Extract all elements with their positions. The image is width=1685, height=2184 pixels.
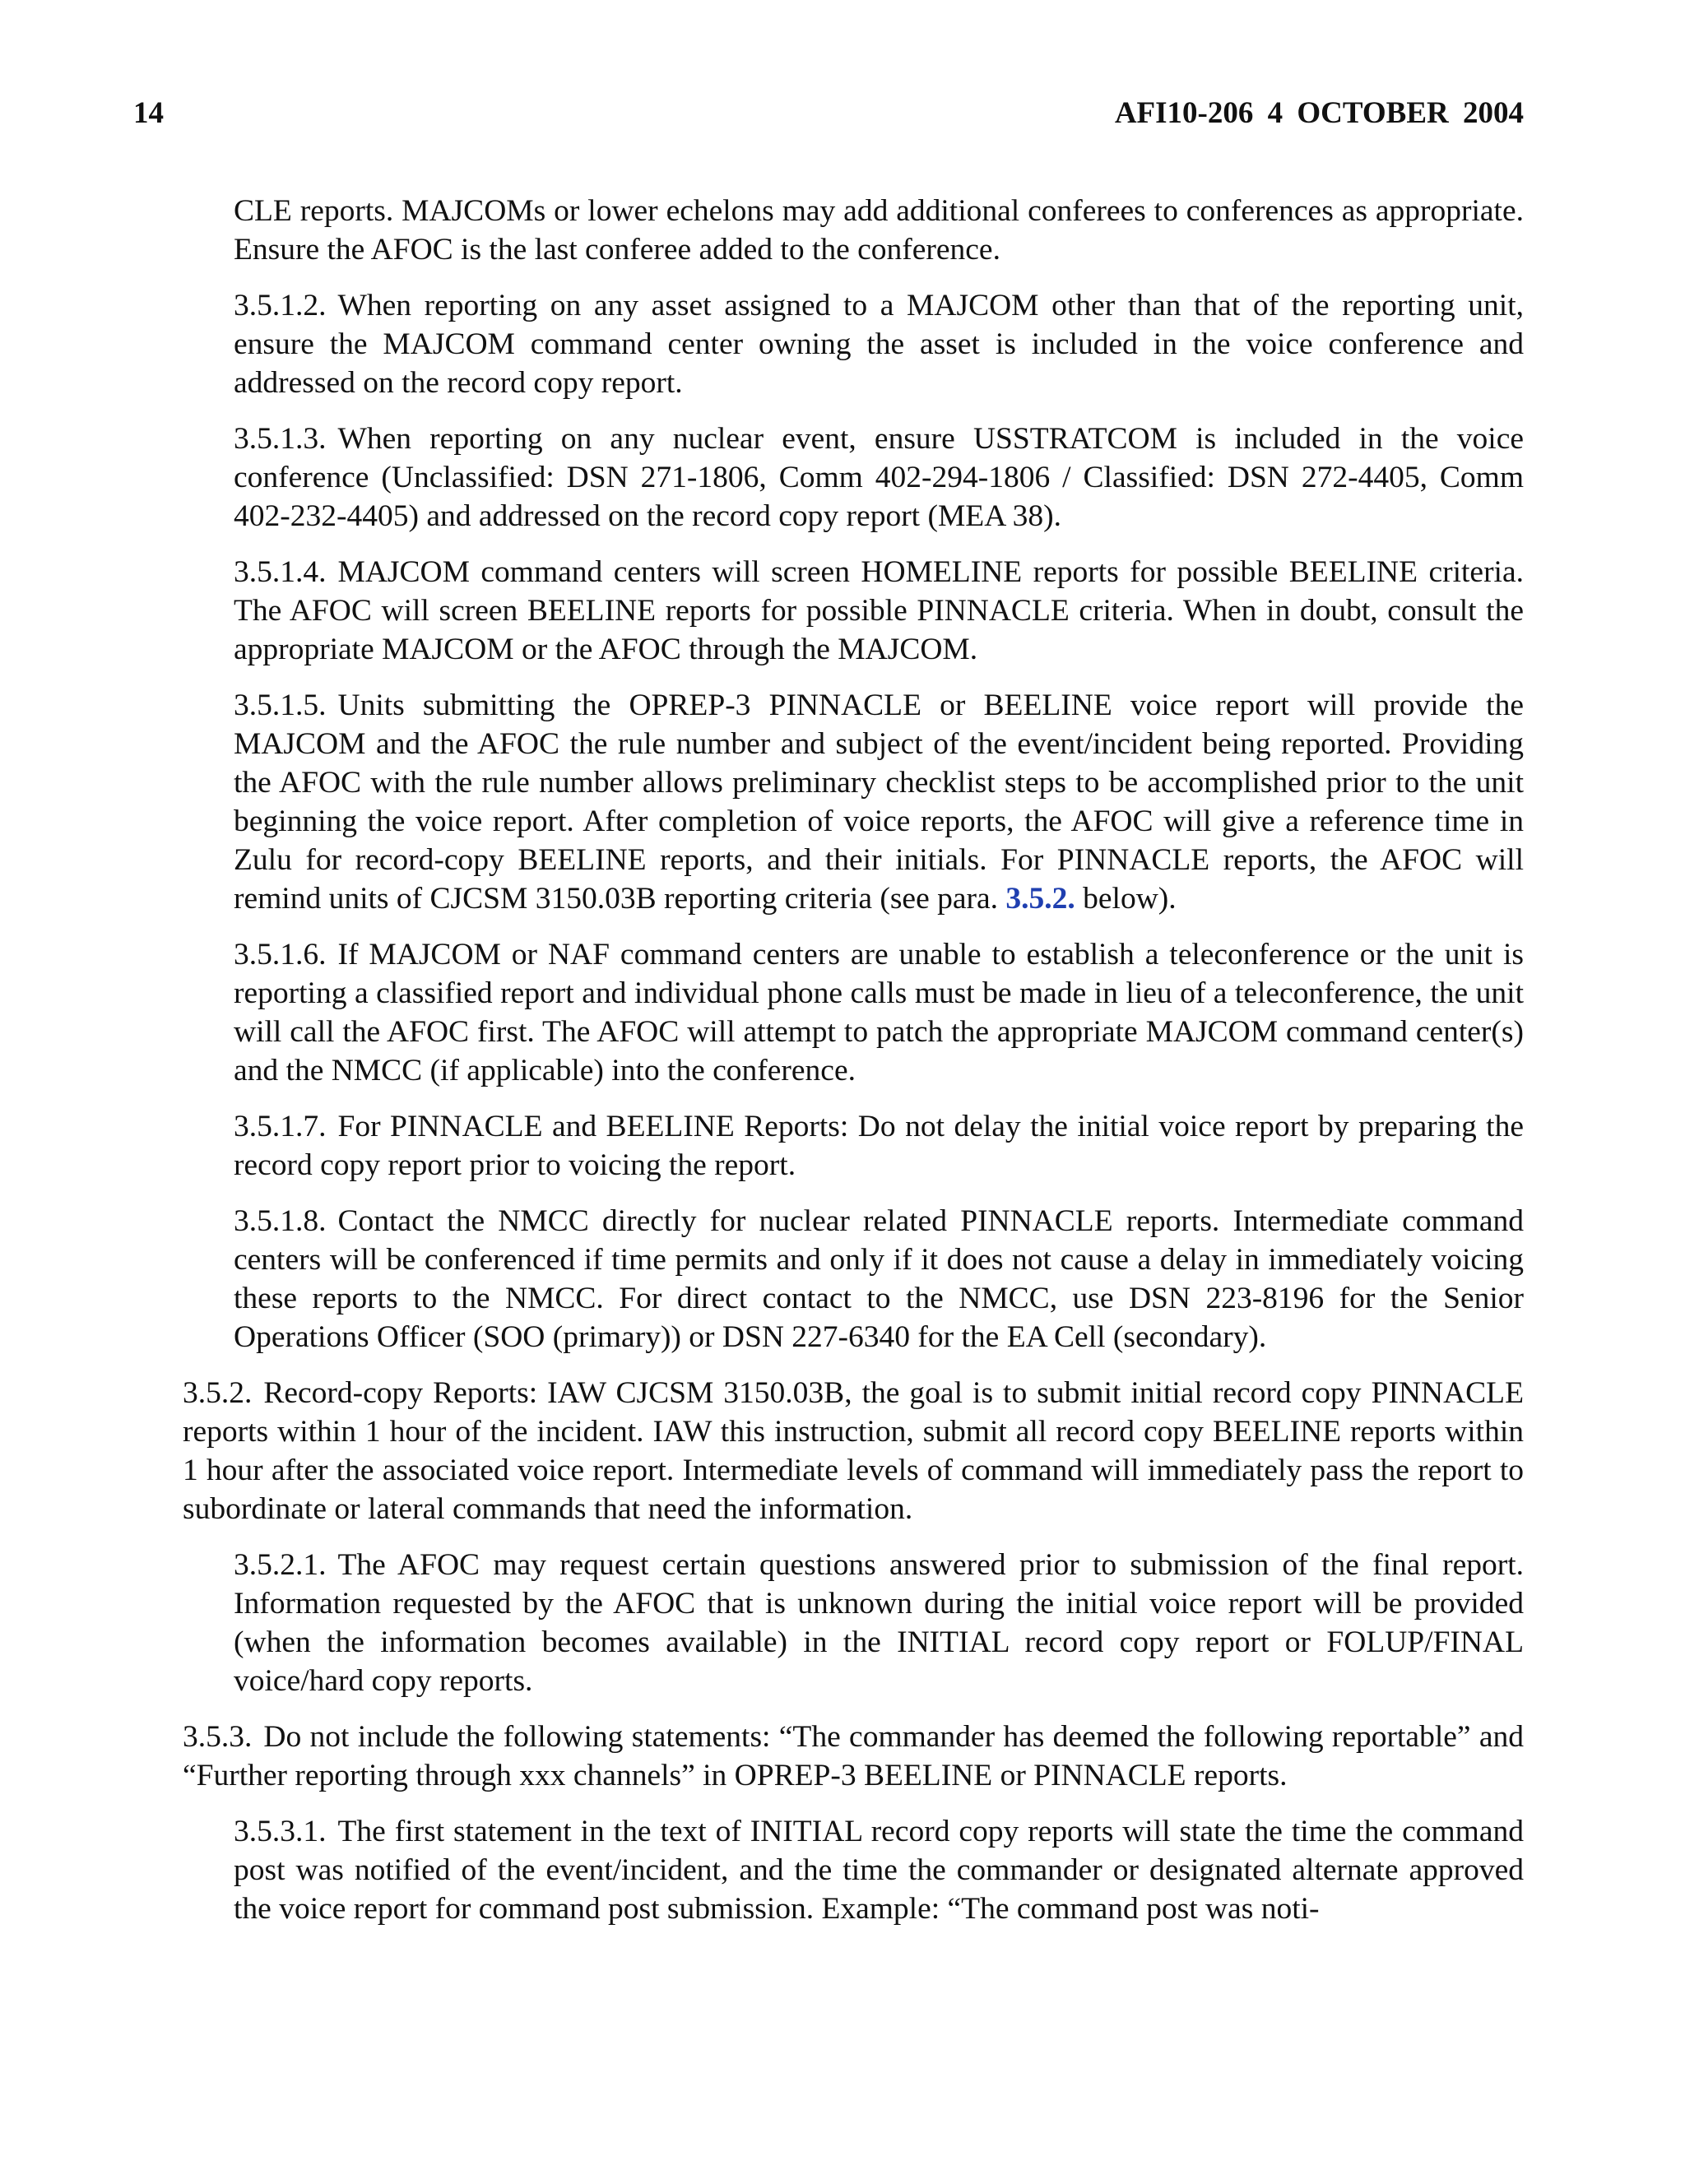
paragraph-text: MAJCOM command centers will screen HOMELINE reports for possible BEELINE criteria. The AFOC will screen BEELINE reports for possible PINNACLE criteria. When in doubt, consult the appropriate MAJCOM or the AFOC through the MAJCOM.	[234, 555, 1524, 666]
paragraph-number: 3.5.3.	[183, 1720, 253, 1754]
paragraph-3-5-1-4	[234, 553, 1524, 669]
cross-reference-link[interactable]: 3.5.2.	[1005, 882, 1075, 916]
paragraph-number: 3.5.2.	[183, 1376, 253, 1410]
paragraph-number: 3.5.1.8.	[234, 1204, 327, 1238]
paragraph-number: 3.5.1.2.	[234, 289, 327, 322]
paragraph-text: Contact the NMCC directly for nuclear related PINNACLE reports. Intermediate command centers will be conferenced if time permits and only if it does not cause a delay in immediately voicing these reports to the NMCC. For direct contact to the NMCC, use DSN 223-8196 for the Senior Operations Officer (SOO (primary)) or DSN 227-6340 for the EA Cell (secondary).	[234, 1204, 1524, 1354]
paragraph-continuation	[234, 192, 1524, 269]
paragraph-3-5-1-5	[234, 686, 1524, 918]
paragraph-number: 3.5.2.1.	[234, 1548, 327, 1582]
paragraph-3-5-3	[183, 1718, 1524, 1795]
page-header	[133, 90, 1524, 137]
paragraph-number: 3.5.1.6.	[234, 938, 327, 971]
paragraph-3-5-1-3	[234, 420, 1524, 536]
paragraph-number: 3.5.1.5.	[234, 689, 327, 722]
paragraph-3-5-1-7	[234, 1107, 1524, 1185]
paragraph-text: The AFOC may request certain questions answered prior to submission of the final report. Information requested by the AFOC that is unknown during the initial voice report will be provided (when the information becomes available) in the INITIAL record copy report or FOLUP/FINAL voice/hard copy reports.	[234, 1548, 1524, 1698]
paragraph-3-5-2	[183, 1374, 1524, 1528]
paragraph-text: When reporting on any asset assigned to a MAJCOM other than that of the reporting unit, ensure the MAJCOM command center owning the asset is included in the voice conference and addressed on the record copy report.	[234, 289, 1524, 400]
paragraph-text: If MAJCOM or NAF command centers are unable to establish a teleconference or the unit is reporting a classified report and individual phone calls must be made in lieu of a teleconference, the unit will call the AFOC first. The AFOC will attempt to patch the appropriate MAJCOM command center(s) and the NMCC (if applicable) into the conference.	[234, 938, 1524, 1087]
paragraph-number: 3.5.3.1.	[234, 1815, 327, 1848]
paragraph-text: Record-copy Reports: IAW CJCSM 3150.03B, the goal is to submit initial record copy PINNACLE reports within 1 hour of the incident. IAW this instruction, submit all record copy BEELINE reports within 1 hour after the associated voice report. Intermediate levels of command will immediately pass the report to subordinate or lateral commands that need the information.	[183, 1376, 1524, 1526]
paragraph-text: CLE reports. MAJCOMs or lower echelons may add additional conferees to conferences as appropriate. Ensure the AFOC is the last conferee added to the conference.	[234, 194, 1524, 267]
paragraph-text: Units submitting the OPREP-3 PINNACLE or BEELINE voice report will provide the MAJCOM and the AFOC the rule number and subject of the event/incident being reported. Providing the AFOC with the rule number allows preliminary checklist steps to be accomplished prior to the unit beginning the voice report. After completion of voice reports, the AFOC will give a reference time in Zulu for record-copy BEELINE reports, and their initials. For PINNACLE reports, the AFOC will remind units of CJCSM 3150.03B reporting criteria (see para.	[234, 689, 1524, 916]
paragraph-text-after-link: below).	[1083, 882, 1177, 916]
paragraph-3-5-1-2	[234, 286, 1524, 402]
paragraph-number: 3.5.1.4.	[234, 555, 327, 589]
paragraph-text: The first statement in the text of INITIAL record copy reports will state the time the command post was notified of the event/incident, and the time the commander or designated alternate approved the voice report for command post submission. Example: “The command post was noti-	[234, 1815, 1524, 1926]
body-text	[183, 192, 1524, 1945]
paragraph-text: For PINNACLE and BEELINE Reports: Do not delay the initial voice report by preparing the record copy report prior to voicing the report.	[234, 1110, 1524, 1182]
paragraph-3-5-2-1	[234, 1546, 1524, 1700]
paragraph-3-5-1-8	[234, 1202, 1524, 1356]
page-number: 14	[133, 96, 164, 130]
document-identifier: AFI10-206 4 OCTOBER 2004	[1114, 96, 1524, 130]
paragraph-3-5-3-1	[234, 1812, 1524, 1928]
paragraph-3-5-1-6	[234, 935, 1524, 1090]
paragraph-number: 3.5.1.7.	[234, 1110, 327, 1143]
paragraph-text: Do not include the following statements: “The commander has deemed the following reportable” and “Further reporting through xxx channels” in OPREP-3 BEELINE or PINNACLE reports.	[183, 1720, 1524, 1792]
paragraph-text: When reporting on any nuclear event, ensure USSTRATCOM is included in the voice conference (Unclassified: DSN 271-1806, Comm 402-294-1806 / Classified: DSN 272-4405, Comm 402-232-4405) and addressed on the record copy report (MEA 38).	[234, 422, 1524, 533]
paragraph-number: 3.5.1.3.	[234, 422, 327, 456]
